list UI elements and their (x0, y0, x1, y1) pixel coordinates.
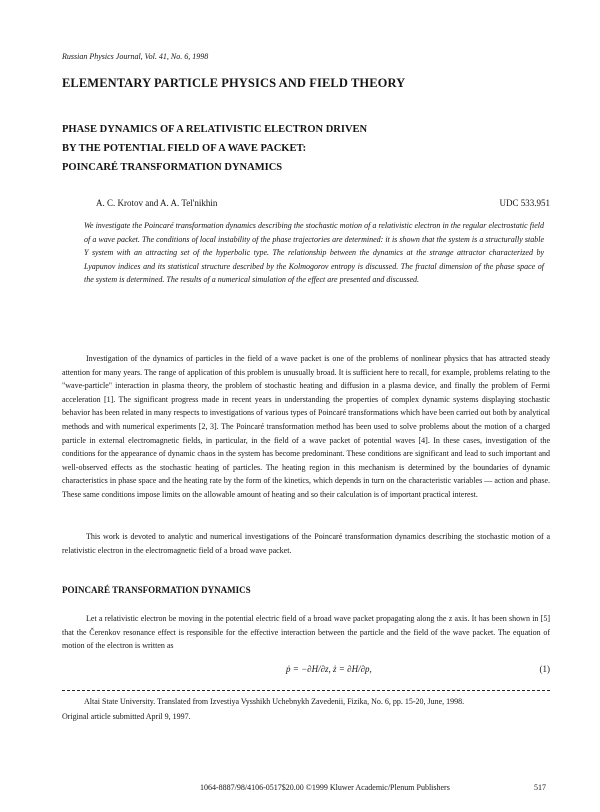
paper-title-line: PHASE DYNAMICS OF A RELATIVISTIC ELECTRON DRIVEN (62, 124, 368, 135)
footnote-submitted: Original article submitted April 9, 1997. (62, 712, 191, 721)
paper-title (62, 120, 367, 177)
abstract: We investigate the Poincaré transformation dynamics describing the stochastic motion of a relativistic electron in the regular electrostatic field of a wave packet. The conditions of local instability of the phase trajectories are determined: it is shown that the system is a structurally stable Y system with an attracting set of the hyperbolic type. The relationship between the dynamics at the strange attractor characterized by Lyapunov indices and its statistical structure described by the Kolmogorov entropy is discussed. The fractal dimension of the phase space of the system is determined. The results of a numerical simulation of the effect are presented and discussed. (84, 221, 544, 285)
footnote-divider (62, 690, 550, 691)
footnote-affiliation: Altai State University. Translated from Izvestiya Vysshikh Uchebnykh Zavedenii, Fizika, No. 6, pp. 15-20, June, 1998. (84, 697, 465, 706)
copyright-line: 1064-8887/98/4106-0517$20.00 ©1999 Kluwer Academic/Plenum Publishers (200, 783, 450, 792)
equation-1: ṗ = −∂H/∂z, ż = ∂H/∂p, (286, 664, 372, 674)
section-title: ELEMENTARY PARTICLE PHYSICS AND FIELD THEORY (62, 76, 406, 90)
authors: A. C. Krotov and A. A. Tel'nikhin (96, 198, 218, 208)
body-paragraph-3: Let a relativistic electron be moving in the potential electric field of a broad wave packet propagating along the z axis. It has been shown in [5] that the Čerenkov resonance effect is responsible for the effective interaction between the particle and the field of the wave packet. The equation of motion of the electron is written as (62, 614, 550, 651)
page-number: 517 (534, 783, 546, 792)
equation-number: (1) (539, 664, 550, 674)
section-heading: POINCARÉ TRANSFORMATION DYNAMICS (62, 585, 251, 595)
paper-title-line: BY THE POTENTIAL FIELD OF A WAVE PACKET: (62, 143, 307, 154)
body-paragraph-1: Investigation of the dynamics of particles in the field of a wave packet is one of the problems of nonlinear physics that has attracted steady attention for many years. The range of application of this problem is unusually broad. It is sufficient here to recall, for example, problems relating to the "wave-particle" interaction in plasma theory, the problem of stochastic heating and diffusion in a plasma device, and finally the problem of Fermi acceleration [1]. The significant progress made in recent years in understanding the properties of complex dynamic systems displaying stochastic behavior has been related in many respects to investigations of various types of Poincaré transformations which have been carried out both by analytical methods and with numerical experiments [2, 3]. The Poincaré transformation method has been used to solve problems about the motion of a charged particle in external electromagnetic fields, in particular, in the field of a wave packet of potential waves [4]. In these cases, investigation of the conditions for the appearance of dynamic chaos in the system has become predominant. These conditions are significant and lead to such important and well-observed effects as the stochastic heating of particles. The heating region in this mechanism is determined by the boundaries of dynamic characteristics in phase space and the heating rate by the form of the kinetics, which depends in turn on the characteristic variables — action and phase. These same conditions impose limits on the allowable amount of heating and so their calculation is of important practical interest. (62, 354, 550, 499)
paper-title-line: POINCARÉ TRANSFORMATION DYNAMICS (62, 162, 283, 173)
udc-code: UDC 533.951 (499, 198, 550, 208)
journal-citation: Russian Physics Journal, Vol. 41, No. 6, 1998 (62, 52, 209, 61)
body-paragraph-2: This work is devoted to analytic and numerical investigations of the Poincaré transformation dynamics describing the stochastic motion of a relativistic electron in the electromagnetic field of a broad wave packet. (62, 532, 550, 555)
